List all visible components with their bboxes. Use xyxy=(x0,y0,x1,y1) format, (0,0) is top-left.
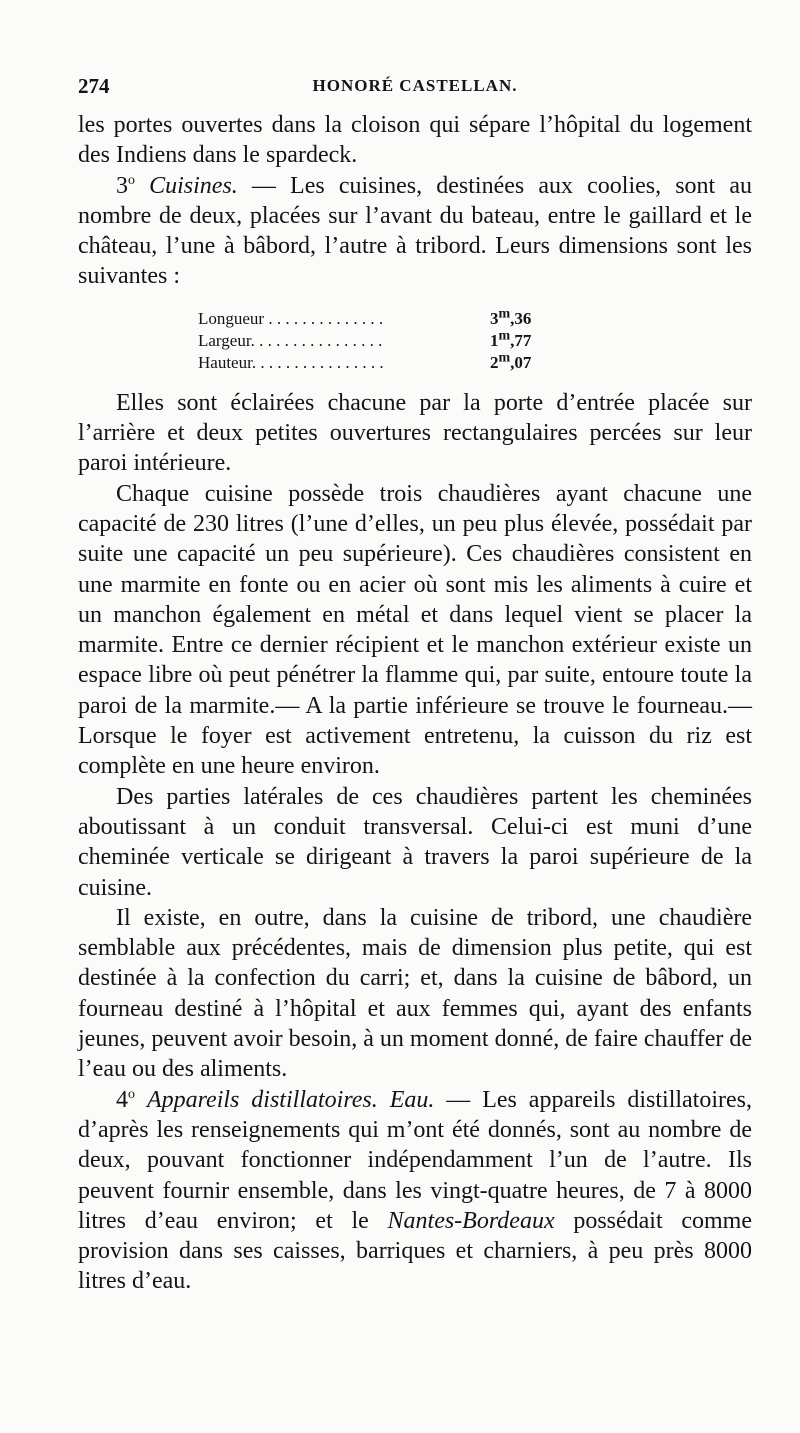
table-row xyxy=(198,352,558,374)
section-title-appareils: Appareils distillatoires. Eau. xyxy=(146,1086,435,1113)
section-number: 4 xyxy=(116,1086,128,1113)
measure-label-cell xyxy=(198,308,490,330)
section-text-cuisines: — Les cuisines, destinées aux coolies, sont au nombre de deux, placées sur l’avant du bateau, entre le gaillard et le château, l’une à bâbord, l’autre à tribord. Leurs dimensions sont les suivantes : xyxy=(78,172,752,290)
dot-leader: . . . . . . . . . . . . . . . . xyxy=(251,352,384,372)
page-body xyxy=(78,110,752,1297)
measure-label: Longueur xyxy=(198,308,265,328)
paragraph-chaudieres: Chaque cuisine possède trois chaudières ayant chacune une capacité de 230 litres (l’une d’elles, un peu plus élevée, possédait par suite une capacité un peu supérieure). Ces chaudières consistent en une marmite en fonte ou en acier où sont mis les aliments à cuire et un manchon également en métal et dans lequel vient se placer la marmite. Entre ce dernier récipient et le manchon extérieur existe un espace libre où peut pénétrer la flamme qui, par suite, entoure toute la paroi de la marmite.— A la partie inférieure se trouve le fourneau.— Lorsque le foyer est activement entretenu, la cuisson du riz est complète en une heure environ. xyxy=(78,480,752,780)
page-header xyxy=(78,74,752,106)
section-title-cuisines: Cuisines. xyxy=(149,172,238,199)
measure-value: 3$^m$,36 xyxy=(490,306,532,328)
paragraph-tribord: Il existe, en outre, dans la cuisine de tribord, une chaudière semblable aux précédentes, mais de dimension plus petite, qui est destinée à la confection du carri; et, dans la cuisine de bâbord, un fourneau destiné à l’hôpital et aux femmes qui, ayant des enfants jeunes, peuvent avoir besoin, à un moment donné, de faire chauffer de l’eau ou des aliments. xyxy=(78,904,752,1083)
section-text-appareils-a: — Les appareils distillatoires, d’après les renseignements qui m’ont été donnés, sont au nombre de deux, pouvant fonctionner indépendamment l’un de l’autre. Ils peuvent fournir ensemble, dans les vingt-quatre heures, de 7 à 8000 litres d’eau environ; et le xyxy=(78,1086,753,1234)
paragraph-cuisines xyxy=(78,171,752,292)
measure-value: 1$^m$,77 xyxy=(490,328,532,350)
table-row xyxy=(198,308,558,330)
dot-leader: . . . . . . . . . . . . . . xyxy=(264,308,384,328)
section-number: 3 xyxy=(116,172,128,199)
paragraph-1: les portes ouvertes dans la cloison qui sépare l’hôpital du logement des Indiens dans le spardeck. xyxy=(78,112,752,169)
measure-label-cell xyxy=(198,352,490,374)
measure-label-cell xyxy=(198,330,490,352)
dot-leader: . . . . . . . . . . . . . . . . xyxy=(250,330,383,350)
measure-value: 2$^m$,07 xyxy=(490,350,532,372)
paragraph-cheminees: Des parties latérales de ces chaudières partent les cheminées aboutissant à un conduit transversal. Celui-ci est muni d’une cheminée verticale se dirigeant à travers la paroi supérieure de la cuisine. xyxy=(78,783,752,901)
section-number-sup: o xyxy=(128,1086,135,1102)
ship-name: Nantes-Bordeaux xyxy=(387,1207,555,1234)
measure-label: Largeur xyxy=(198,330,251,350)
paragraph-eclairage: Elles sont éclairées chacune par la porte d’entrée placée sur l’arrière et deux petites ouvertures rectangulaires percées sur leur paroi intérieure. xyxy=(78,389,752,477)
dimensions-table xyxy=(198,308,558,374)
section-text-appareils-b: possédait comme provision dans ses caisses, barriques et charniers, à peu près 8000 litres d’eau. xyxy=(78,1207,752,1295)
table-row xyxy=(198,330,558,352)
running-title: HONORÉ CASTELLAN. xyxy=(312,76,518,95)
measure-label: Hauteur xyxy=(198,352,252,372)
page-number: 274 xyxy=(78,74,110,98)
section-number-sup: o xyxy=(128,172,135,188)
paragraph-appareils xyxy=(78,1085,752,1297)
